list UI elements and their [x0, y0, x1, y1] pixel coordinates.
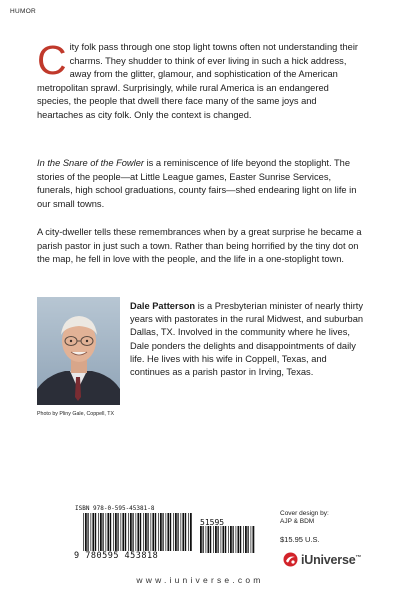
publisher-logo [283, 552, 361, 567]
price: $15.95 U.S. [280, 535, 320, 544]
author-photo [37, 297, 120, 405]
publisher-website: www.iuniverse.com [136, 575, 264, 585]
author-name: Dale Patterson [130, 301, 196, 311]
author-portrait [37, 297, 120, 405]
price-barcode-bars [200, 526, 254, 553]
blurb-paragraph-1-text: ity folk pass through one stop light towns often not understanding their charms. They shudder to think of ever living in such a hick address, away from the glitter, glamour, and sophistication of the American metropolitan sprawl. Surprisingly, while rural America is an endangered species, the people that dwell there face many of the same joys and heartaches as city folk. Only the context is changed. [37, 42, 358, 120]
genre-label: HUMOR [10, 8, 37, 15]
price-code: 51595 [200, 518, 225, 527]
ean-barcode-bars [83, 513, 192, 551]
book-title: In the Snare of the Fowler [37, 158, 144, 168]
author-bio-text: is a Presbyterian minister of nearly thirty years with pastorates in the rural Midwest, and suburban Dallas, TX. Involved in the community where he lives, Dale ponders the delights and disappointments of daily life. He lives with his wife in Coppell, Texas, and continues as a parish pastor in Irving, Texas. [130, 301, 364, 378]
photo-credit: Photo by Pliny Gale, Coppell, TX [37, 411, 115, 417]
barcode-digits: 9 780595 453818 [74, 551, 159, 561]
cover-design-label: Cover design by: [280, 510, 329, 517]
cover-design-credit [280, 510, 329, 526]
blurb-paragraph-2-text: is a reminiscence of life beyond the stoplight. The stories of the people—at Little League games, Easter Sunrise Services, funerals, high school graduations, county fairs—shed endearing light on life in our small towns. [37, 158, 357, 209]
author-bio [130, 300, 366, 379]
iuniverse-swirl-icon [283, 552, 298, 567]
blurb-paragraph-1 [37, 37, 363, 123]
isbn-number: ISBN 978-0-595-45381-8 [75, 505, 155, 512]
cover-design-names: AJP & BDM [280, 518, 315, 525]
dropcap-letter: C [37, 37, 67, 83]
blurb-paragraph-3: A city-dweller tells these remembrances when by a great surprise he became a parish pastor in just such a town. Rather than being horrified by the tiny dot on the map, he fell in love with the people, and the life in a one-stoplight town. [37, 227, 362, 265]
publisher-name-text: iUniverse [301, 552, 356, 567]
publisher-name [301, 553, 361, 567]
trademark-symbol: ™ [355, 554, 362, 561]
blurb-paragraph-2 [37, 157, 363, 211]
